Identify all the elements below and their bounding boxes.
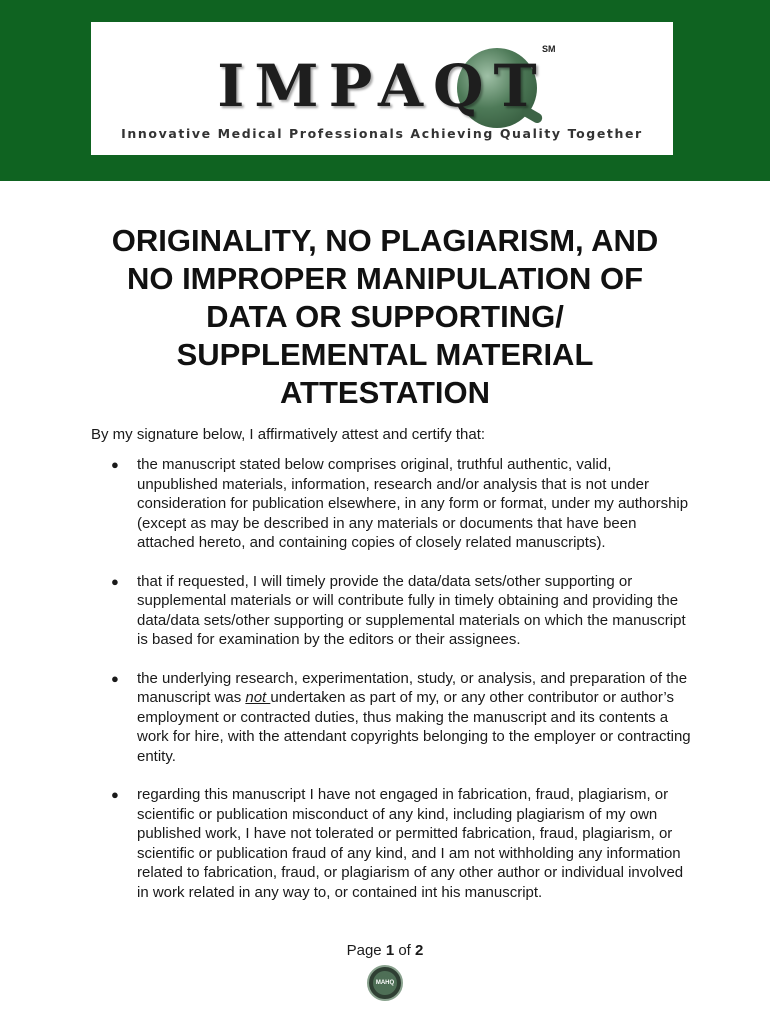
page-label: Page xyxy=(346,942,382,959)
list-item xyxy=(91,785,691,902)
logo-tagline: Innovative Medical Professionals Achieving Quality Together xyxy=(121,126,643,141)
title-line: ATTESTATION xyxy=(279,375,491,410)
bullet-icon: ● xyxy=(111,457,119,472)
list-item xyxy=(91,572,691,650)
list-item-text: the manuscript stated below comprises original, truthful authentic, valid, unpublished materials, information, research and/or analysis that is not under consideration for publication elsewhere, in any form or format, under my authorship (except as may be described in any materials or documents that have been attached hereto, and containing copies of closely related manuscripts). xyxy=(137,456,689,551)
title-line: SUPPLEMENTAL MATERIAL xyxy=(176,337,594,372)
intro-statement: By my signature below, I affirmatively attest and certify that: xyxy=(91,426,486,443)
current-page-number: 1 xyxy=(385,942,395,959)
list-item-text xyxy=(137,669,691,767)
logo-service-mark: SM xyxy=(542,44,556,54)
title-line: ORIGINALITY, NO PLAGIARISM, AND xyxy=(111,223,659,258)
header-band xyxy=(0,0,770,181)
list-item xyxy=(91,669,691,767)
impaqt-logo xyxy=(91,22,673,155)
title-line: DATA OR SUPPORTING/ xyxy=(206,299,564,334)
bullet-icon: ● xyxy=(111,787,119,802)
bullet-icon: ● xyxy=(111,573,119,589)
emphasis-not: not xyxy=(245,689,271,706)
title-line: NO IMPROPER MANIPULATION OF xyxy=(126,261,644,296)
mahq-seal-icon xyxy=(367,965,403,1001)
total-pages-number: 2 xyxy=(415,942,424,959)
attestation-list xyxy=(91,455,691,921)
bullet-icon: ● xyxy=(111,670,119,686)
logo-wordmark: IMPAQT xyxy=(217,52,547,120)
list-item-text: that if requested, I will timely provide the data/data sets/other supporting or supplemental materials or will contribute fully in timely obtaining and providing the data/data sets/other supporting or supplemental materials on which the manuscript is based for examination by the editors or their assignees. xyxy=(137,572,686,648)
list-item-text-end: undertaken as part of my, or any other contributor or author’s employment or contracted duties, thus making the manuscript and its contents a work for hire, with the attendant copyrights belonging to the employer or contracting entity. xyxy=(137,689,691,765)
list-item-text-start: the underlying research, experimentation, study, or analysis, and preparation of the manuscript was xyxy=(137,669,688,706)
list-item xyxy=(91,455,691,553)
of-label: of xyxy=(398,942,411,959)
document-title xyxy=(60,222,710,412)
seal-text: MAHQ xyxy=(375,980,395,986)
page-footer xyxy=(0,942,770,959)
list-item-text: regarding this manuscript I have not engaged in fabrication, fraud, plagiarism, or scientific or publication misconduct of any kind, including plagiarism of my own published work, I have not tolerated or permitted fabrication, fraud, plagiarism, or scientific or publication fraud of any kind, and I am not withholding any information related to fabrication, fraud, or plagiarism of any other author or individual involved in work related in any way to, or contained int his manuscript. xyxy=(137,786,684,901)
